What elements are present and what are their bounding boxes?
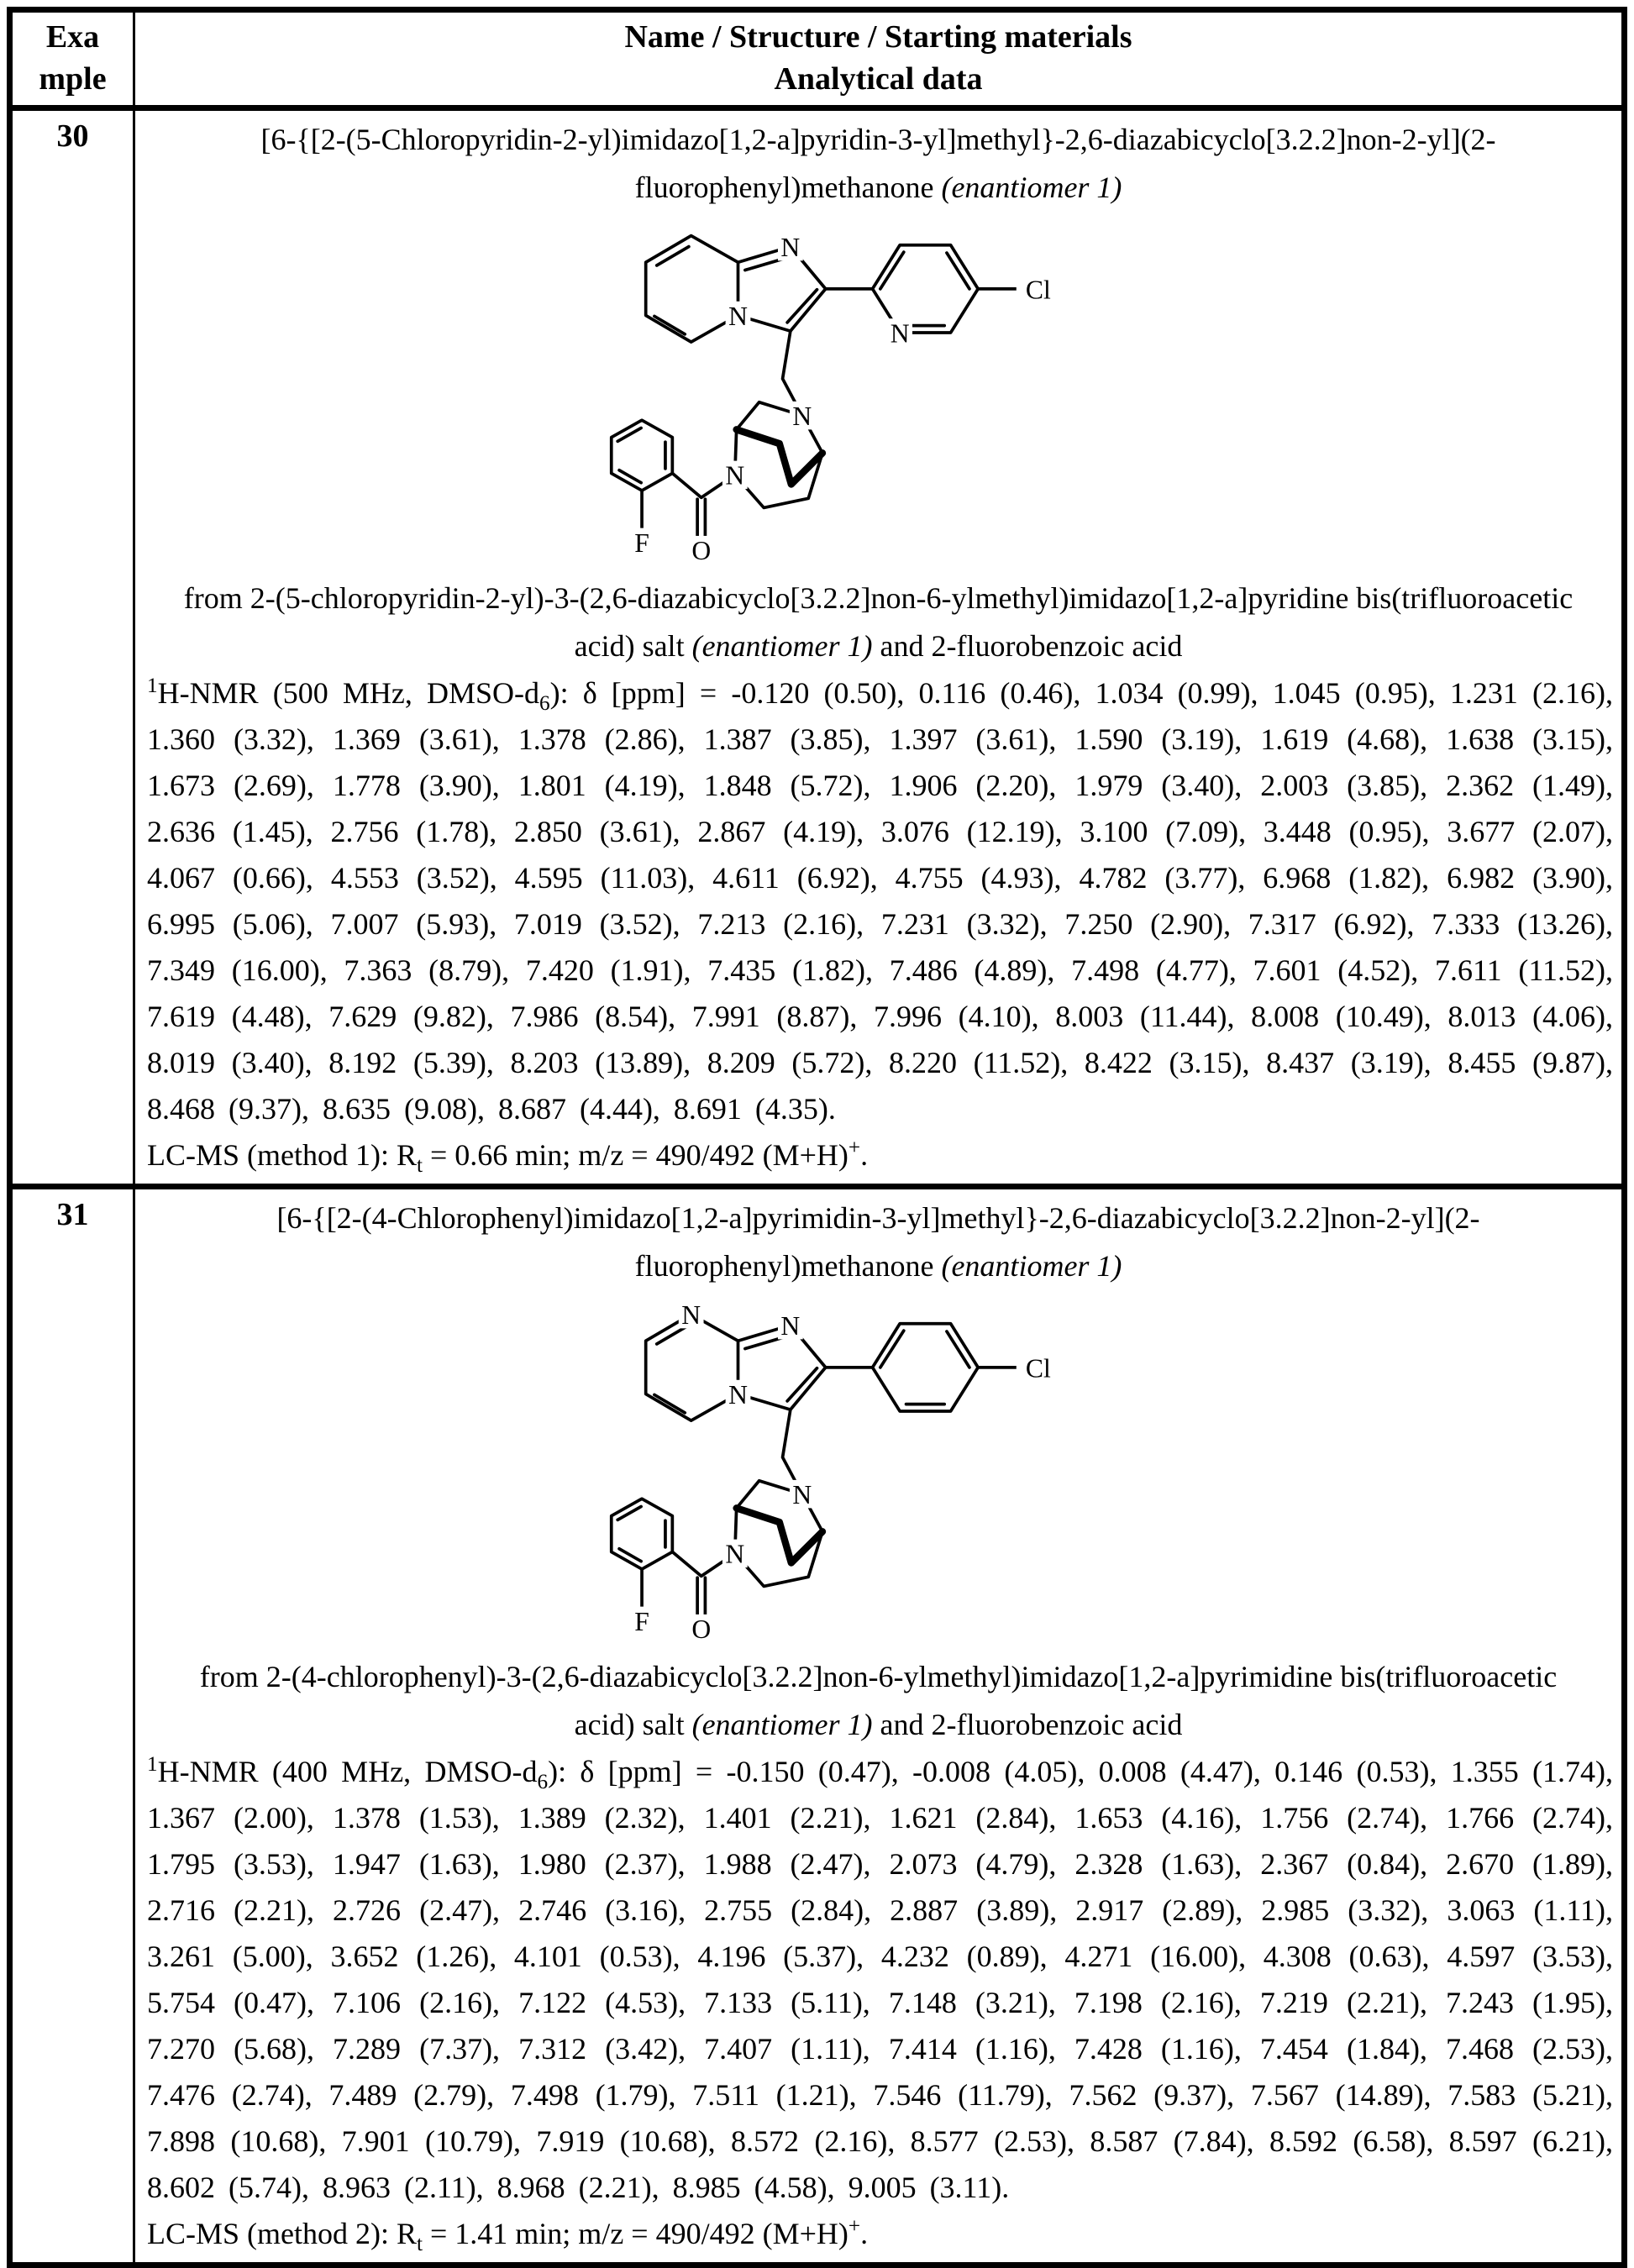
compound-name-text: [6-{[2-(4-Chlorophenyl)imidazo[1,2-a]pyrimidin-3-yl]methyl}-2,6-diazabicyclo[3.2.2]non-2-yl](2-fluorophenyl)methanone <box>276 1201 1480 1283</box>
structure-30 <box>135 218 1621 575</box>
nmr-subscript: 6 <box>537 1771 549 1794</box>
lcms-period: . <box>860 1138 869 1172</box>
lcms-superscript: + <box>848 2215 861 2238</box>
starting-materials <box>135 575 1621 670</box>
nmr-head: H-NMR (400 MHz, DMSO-d <box>157 1755 538 1788</box>
starting-materials-text2: and 2-fluorobenzoic acid <box>872 1708 1183 1741</box>
header-example-line1: Exa <box>45 19 100 55</box>
nmr-data <box>135 670 1621 1132</box>
nmr-head: H-NMR (500 MHz, DMSO-d <box>157 676 539 710</box>
nmr-delta: ): δ [ppm] = <box>549 676 732 710</box>
atom-label-N: N <box>890 318 910 349</box>
nmr-superscript: 1 <box>147 675 158 697</box>
atom-label-Cl: Cl <box>1025 1353 1051 1383</box>
table-row-example-31 <box>10 1187 1625 2265</box>
lcms-head: LC-MS (method 2): R <box>147 2217 417 2250</box>
atom-label-N: N <box>791 402 812 432</box>
header-main-line1: Name / Structure / Starting materials <box>624 19 1132 55</box>
atom-label-O: O <box>691 536 711 566</box>
lcms-values: = 0.66 min; m/z = 490/492 (M+H) <box>423 1138 849 1172</box>
compound-name <box>135 1189 1621 1290</box>
nmr-data <box>135 1749 1621 2211</box>
compound-name <box>135 111 1621 212</box>
lcms-head: LC-MS (method 1): R <box>147 1138 417 1172</box>
atom-label-N: N <box>780 1311 800 1341</box>
enantiomer-label: (enantiomer 1) <box>941 171 1122 204</box>
atom-label-F: F <box>633 528 649 558</box>
atom-label-N: N <box>728 1379 748 1410</box>
lcms-subscript: t <box>417 1154 423 1178</box>
structure-31 <box>135 1297 1621 1653</box>
structure-31-drawing <box>597 1297 1160 1649</box>
nmr-superscript: 1 <box>147 1753 158 1776</box>
enantiomer-label: (enantiomer 1) <box>941 1249 1122 1283</box>
starting-materials <box>135 1653 1621 1749</box>
table-row-example-30 <box>10 108 1625 1187</box>
atom-label-N: N <box>780 233 800 263</box>
nmr-delta: ): δ [ppm] = <box>548 1755 727 1788</box>
starting-materials-text: from 2-(5-chloropyridin-2-yl)-3-(2,6-diazabicyclo[3.2.2]non-6-ylmethyl)imidazo[1,2-a]pyridine bis(trifluoroacetic acid) salt <box>183 581 1574 663</box>
atom-label-O: O <box>691 1614 711 1645</box>
nmr-subscript: 6 <box>539 692 550 716</box>
atom-label-N: N <box>791 1480 812 1510</box>
starting-materials-text: from 2-(4-chlorophenyl)-3-(2,6-diazabicyclo[3.2.2]non-6-ylmethyl)imidazo[1,2-a]pyrimidine bis(trifluoroacetic acid) salt <box>199 1660 1558 1741</box>
lcms-data <box>135 1132 1621 1184</box>
header-example-line2: mple <box>39 61 107 97</box>
lcms-values: = 1.41 min; m/z = 490/492 (M+H) <box>423 2217 849 2250</box>
examples-table <box>7 7 1627 2268</box>
nmr-peaks: -0.150 (0.47), -0.008 (4.05), 0.008 (4.47), 0.146 (0.53), 1.355 (1.74), 1.367 (2.00), 1.378 (1.53), 1.389 (2.32), 1.401 (2.21), 1.621 (2.84), 1.653 (4.16), 1.756 (2.74), 1.766 (2.74), 1.795 (3.53), 1.947 (1.63), 1.980 (2.37), 1.988 (2.47), 2.073 (4.79), 2.328 (1.63), 2.367 (0.84), 2.670 (1.89), 2.716 (2.21), 2.726 (2.47), 2.746 (3.16), 2.755 (2.84), 2.887 (3.89), 2.917 (2.89), 2.985 (3.32), 3.063 (1.11), 3.261 (5.00), 3.652 (1.26), 4.101 (0.53), 4.196 (5.37), 4.232 (0.89), 4.271 (16.00), 4.308 (0.63), 4.597 (3.53), 5.754 (0.47), 7.106 (2.16), 7.122 (4.53), 7.133 (5.11), 7.148 (3.21), 7.198 (2.16), 7.219 (2.21), 7.243 (1.95), 7.270 (5.68), 7.289 (7.37), 7.312 (3.42), 7.407 (1.11), 7.414 (1.16), 7.428 (1.16), 7.454 (1.84), 7.468 (2.53), 7.476 (2.74), 7.489 (2.79), 7.498 (1.79), 7.511 (1.21), 7.546 (11.79), 7.562 (9.37), 7.567 (14.89), 7.583 (5.21), 7.898 (10.68), 7.901 (10.79), 7.919 (10.68), 8.572 (2.16), 8.577 (2.53), 8.587 (7.84), 8.592 (6.58), 8.597 (6.21), 8.602 (5.74), 8.963 (2.11), 8.968 (2.21), 8.985 (4.58), 9.005 (3.11). <box>147 1755 1614 2204</box>
lcms-period: . <box>860 2217 869 2250</box>
atom-label-N: N <box>724 460 744 491</box>
header-example-column <box>10 10 134 108</box>
atom-label-Cl: Cl <box>1025 275 1051 305</box>
enantiomer-label: (enantiomer 1) <box>691 1708 873 1741</box>
example-number: 30 <box>56 118 89 154</box>
atom-label-N: N <box>724 1539 744 1569</box>
structure-30-drawing <box>597 218 1160 570</box>
nmr-peaks: -0.120 (0.50), 0.116 (0.46), 1.034 (0.99), 1.045 (0.95), 1.231 (2.16), 1.360 (3.32), 1.369 (3.61), 1.378 (2.86), 1.387 (3.85), 1.397 (3.61), 1.590 (3.19), 1.619 (4.68), 1.638 (3.15), 1.673 (2.69), 1.778 (3.90), 1.801 (4.19), 1.848 (5.72), 1.906 (2.20), 1.979 (3.40), 2.003 (3.85), 2.362 (1.49), 2.636 (1.45), 2.756 (1.78), 2.850 (3.61), 2.867 (4.19), 3.076 (12.19), 3.100 (7.09), 3.448 (0.95), 3.677 (2.07), 4.067 (0.66), 4.553 (3.52), 4.595 (11.03), 4.611 (6.92), 4.755 (4.93), 4.782 (3.77), 6.968 (1.82), 6.982 (3.90), 6.995 (5.06), 7.007 (5.93), 7.019 (3.52), 7.213 (2.16), 7.231 (3.32), 7.250 (2.90), 7.317 (6.92), 7.333 (13.26), 7.349 (16.00), 7.363 (8.79), 7.420 (1.91), 7.435 (1.82), 7.486 (4.89), 7.498 (4.77), 7.601 (4.52), 7.611 (11.52), 7.619 (4.48), 7.629 (9.82), 7.986 (8.54), 7.991 (8.87), 7.996 (4.10), 8.003 (11.44), 8.008 (10.49), 8.013 (4.06), 8.019 (3.40), 8.192 (5.39), 8.203 (13.89), 8.209 (5.72), 8.220 (11.52), 8.422 (3.15), 8.437 (3.19), 8.455 (9.87), 8.468 (9.37), 8.635 (9.08), 8.687 (4.44), 8.691 (4.35). <box>147 676 1614 1126</box>
starting-materials-text2: and 2-fluorobenzoic acid <box>872 629 1183 663</box>
header-main-line2: Analytical data <box>774 61 983 97</box>
example-number: 31 <box>56 1197 89 1232</box>
atom-label-N: N <box>728 301 748 331</box>
atom-label-N: N <box>680 1299 701 1330</box>
lcms-subscript: t <box>417 2233 423 2256</box>
enantiomer-label: (enantiomer 1) <box>691 629 873 663</box>
compound-name-text: [6-{[2-(5-Chloropyridin-2-yl)imidazo[1,2-a]pyridin-3-yl]methyl}-2,6-diazabicyclo[3.2.2]non-2-yl](2-fluorophenyl)methanone <box>260 123 1496 204</box>
lcms-data <box>135 2211 1621 2262</box>
atom-label-F: F <box>633 1606 649 1636</box>
lcms-superscript: + <box>848 1137 861 1159</box>
header-main-column <box>134 10 1625 108</box>
